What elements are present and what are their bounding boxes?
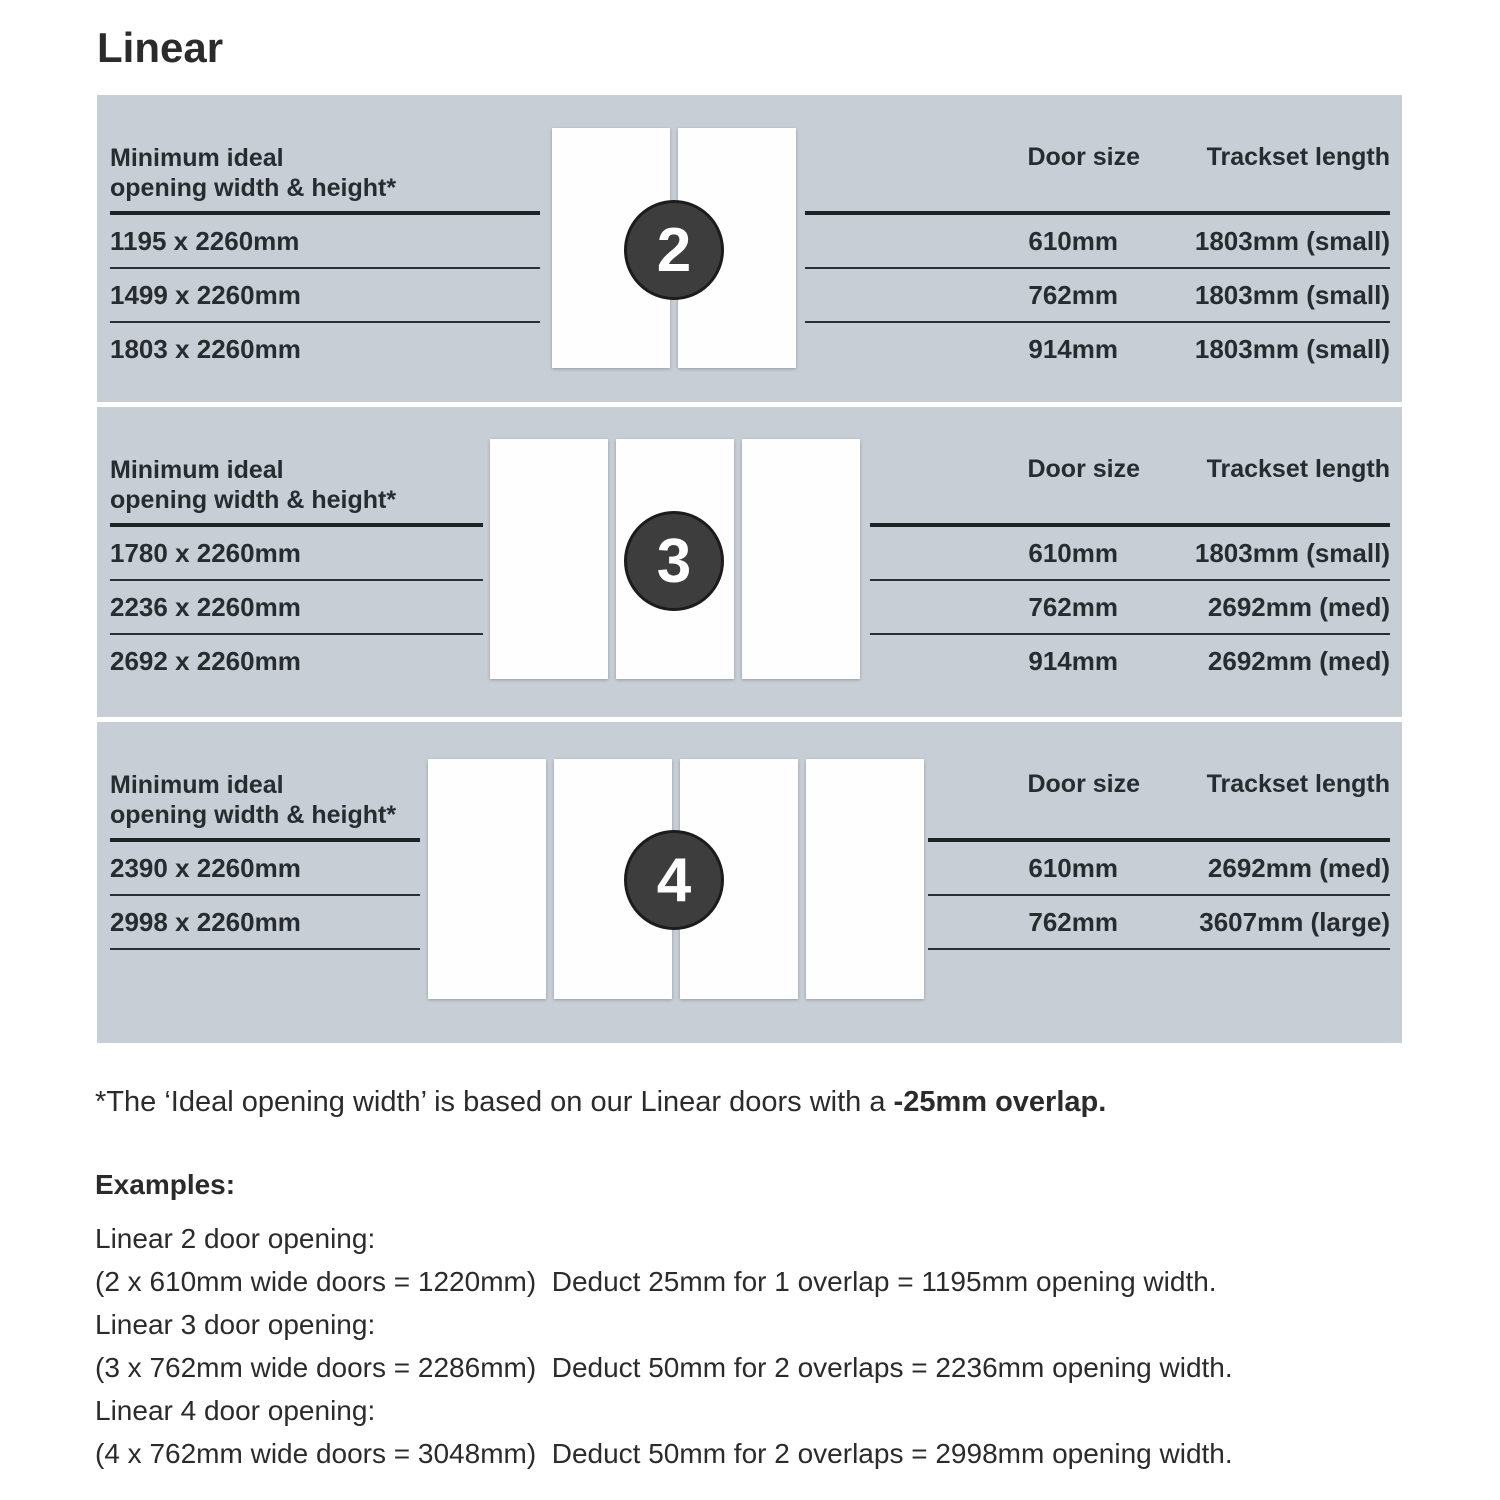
trackset-row [870,581,1390,635]
trackset-table-4-door [928,770,1390,950]
trackset-value: 2692mm (med) [1207,852,1390,883]
opening-header-line1: Minimum ideal [110,771,284,799]
door-size-value: 914mm [1028,645,1118,676]
example-line: Linear 4 door opening: [95,1395,376,1426]
trackset-row [928,842,1390,896]
opening-row: 1780 x 2260mm [110,527,483,581]
opening-header-line1: Minimum ideal [110,456,284,484]
door-size-value: 762mm [1028,906,1118,937]
trackset-value: 2692mm (med) [1207,645,1390,676]
example-line: (4 x 762mm wide doors = 3048mm) Deduct 50mm for 2 overlaps = 2998mm opening width. [95,1438,1233,1469]
opening-header-line2: opening width & height* [110,486,397,514]
page-title: Linear [97,24,224,71]
door-panel [428,759,546,999]
door-count-badge: 3 [624,511,724,611]
section-4-door [97,717,1402,1043]
trackset-table-header [805,143,1390,215]
trackset-table-2-door [805,143,1390,375]
opening-row: 1803 x 2260mm [110,333,301,364]
door-size-value: 914mm [1028,333,1118,364]
example-line: (3 x 762mm wide doors = 2286mm) Deduct 50mm for 2 overlaps = 2236mm opening width. [95,1352,1233,1383]
opening-row: 1499 x 2260mm [110,269,540,323]
door-size-header: Door size [1027,770,1140,798]
opening-header-line1: Minimum ideal [110,144,284,172]
door-count-badge: 4 [624,830,724,930]
footnote-text: *The ‘Ideal opening width’ is based on our Linear doors with a [95,1086,894,1118]
trackset-value: 1803mm (small) [1194,537,1390,568]
trackset-value: 1803mm (small) [1194,333,1390,364]
example-line: Linear 2 door opening: [95,1223,376,1254]
trackset-value: 2692mm (med) [1207,591,1390,622]
trackset-row [805,269,1390,323]
footnote [95,1086,1106,1119]
opening-table-3-door [110,455,483,687]
opening-row: 2390 x 2260mm [110,842,420,896]
opening-table-header [110,455,483,527]
trackset-table-3-door [870,455,1390,687]
trackset-length-header: Trackset length [1206,455,1390,483]
trackset-row [870,527,1390,581]
opening-table-2-door [110,143,540,375]
trackset-table-header [870,455,1390,527]
opening-table-4-door [110,770,420,950]
trackset-row [870,635,1390,687]
door-panel [490,439,608,679]
door-panel [806,759,924,999]
trackset-length-header: Trackset length [1206,770,1390,798]
examples-heading: Examples: [95,1169,236,1200]
opening-header-line2: opening width & height* [110,801,397,829]
trackset-value: 1803mm (small) [1194,225,1390,256]
section-2-door [97,95,1402,402]
sizing-panel [97,95,1402,1043]
opening-table-header [110,143,540,215]
opening-row: 2236 x 2260mm [110,581,483,635]
door-size-value: 610mm [1028,225,1118,256]
door-size-value: 762mm [1028,591,1118,622]
trackset-row [805,323,1390,375]
footnote-bold: -25mm overlap. [893,1086,1107,1118]
door-size-value: 762mm [1028,279,1118,310]
examples-block [95,1163,1233,1475]
door-panel [742,439,860,679]
opening-row: 2998 x 2260mm [110,896,420,950]
trackset-table-header [928,770,1390,842]
example-line: (2 x 610mm wide doors = 1220mm) Deduct 25mm for 1 overlap = 1195mm opening width. [95,1266,1217,1297]
trackset-value: 1803mm (small) [1194,279,1390,310]
section-3-door [97,402,1402,717]
door-count-badge: 2 [624,200,724,300]
door-size-header: Door size [1027,455,1140,483]
trackset-length-header: Trackset length [1206,143,1390,171]
trackset-row [805,215,1390,269]
trackset-value: 3607mm (large) [1199,906,1390,937]
opening-row: 2692 x 2260mm [110,645,301,676]
opening-table-header [110,770,420,842]
door-size-header: Door size [1027,143,1140,171]
trackset-row [928,896,1390,950]
door-size-value: 610mm [1028,852,1118,883]
door-size-value: 610mm [1028,537,1118,568]
opening-header-line2: opening width & height* [110,174,397,202]
example-line: Linear 3 door opening: [95,1309,376,1340]
opening-row: 1195 x 2260mm [110,215,540,269]
